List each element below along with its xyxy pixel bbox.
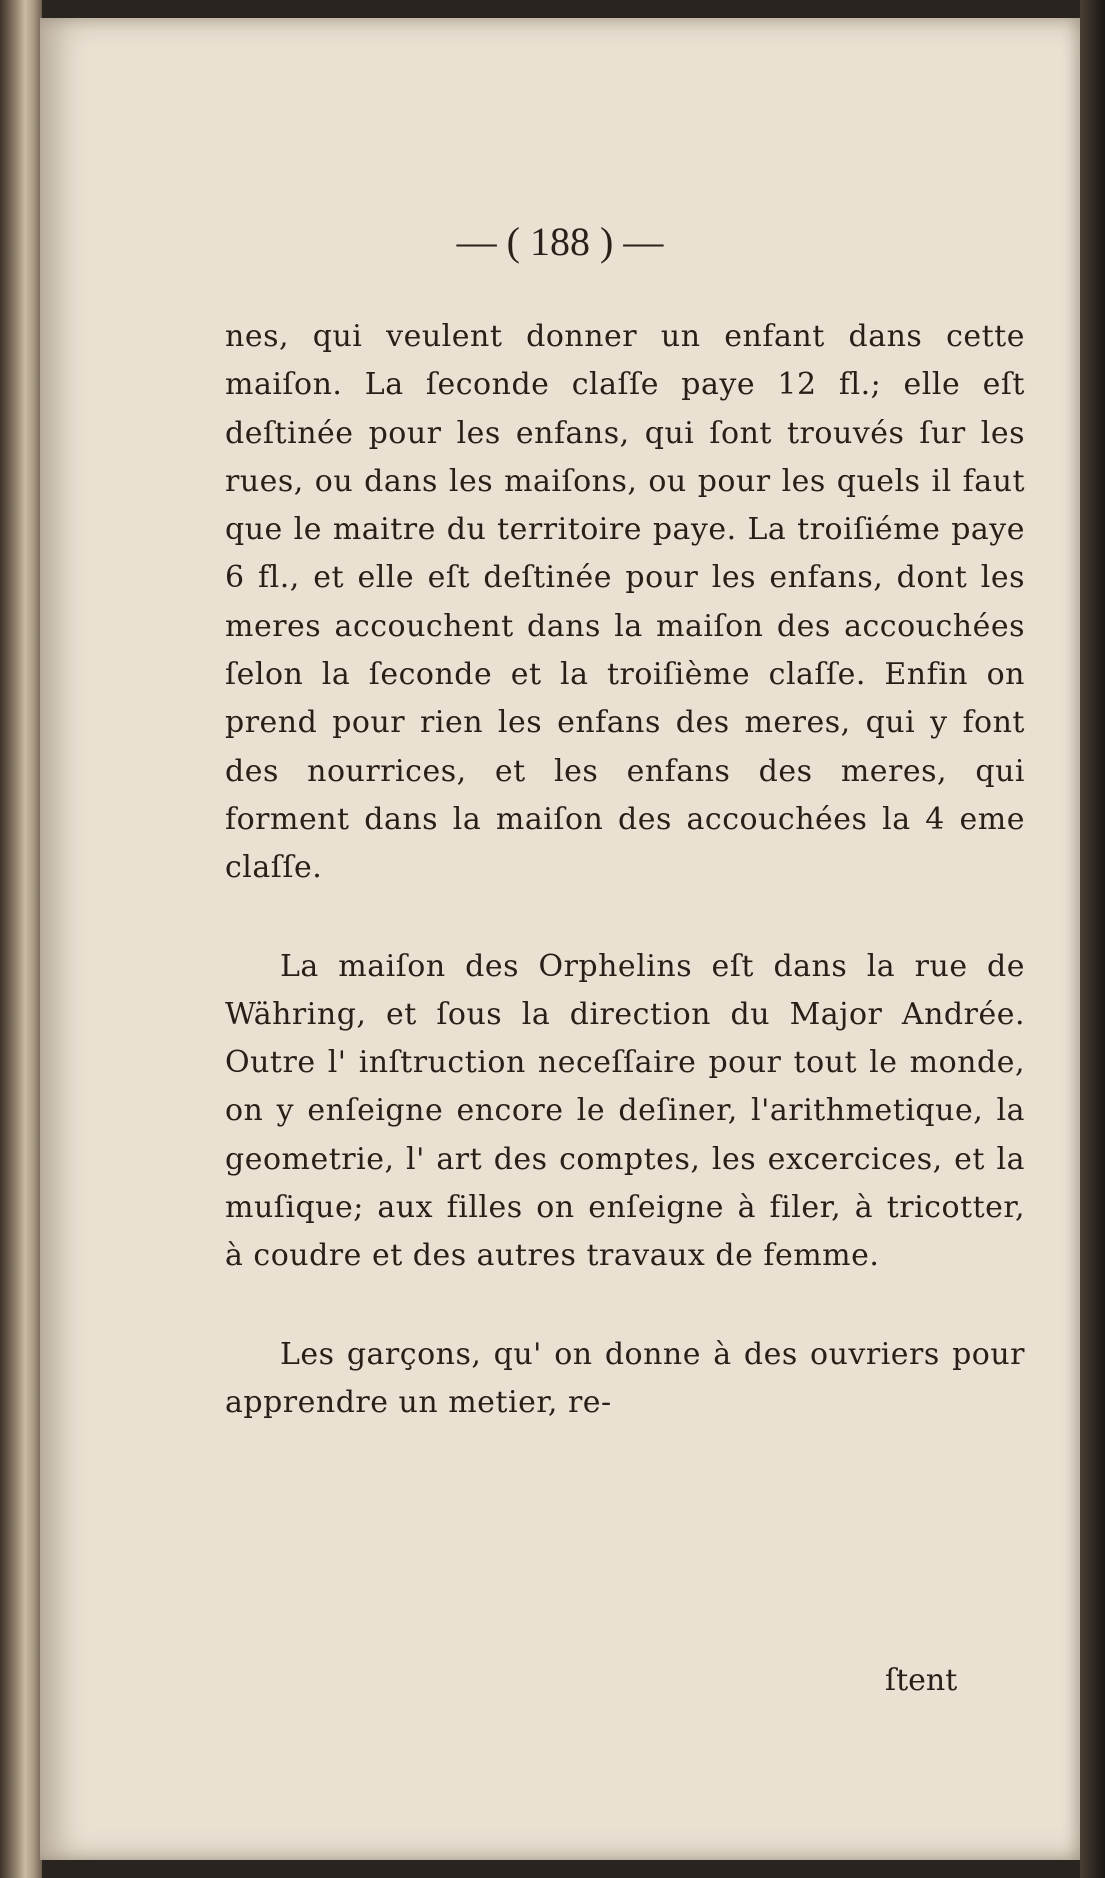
page-body bbox=[225, 313, 1025, 1427]
paragraph-3: Les garçons, qu' on donne à des ouvriers pour apprendre un metier, re- bbox=[225, 1336, 1025, 1420]
paragraph-1: nes, qui veulent donner un enfant dans cette maiſon. La ſeconde claſſe paye 12 fl.; elle eſt deſtinée pour les enfans, qui ſont trouvés ſur les rues, ou dans les maiſons, ou pour les quels il faut que le maitre du territoire paye. La troiſiéme paye 6 fl., et elle eſt deſtinée pour les enfans, dont les meres accouchent dans la maiſon des accouchées ſelon la ſeconde et la troiſième claſſe. Enfin on prend pour rien les enfans des meres, qui y font des nourrices, et les enfans des meres, qui forment dans la maiſon des accouchées la 4 eme claſſe. bbox=[225, 319, 1025, 886]
book-spine-edge bbox=[0, 0, 42, 1878]
catchword: ſtent bbox=[885, 1663, 958, 1698]
paragraph-2: La maiſon des Orphelins eſt dans la rue de Währing, et ſous la direction du Major Andrée. Outre l' inſtruction neceſſaire pour tout le monde, on y enſeigne encore le deſiner, l'arithmetique, la geometrie, l' art des comptes, les excercices, et la muſique; aux filles on enſeigne à filer, à tricotter, à coudre et des autres travaux de femme. bbox=[225, 948, 1025, 1274]
book-right-edge bbox=[1080, 0, 1105, 1878]
page-header: — ( 188 ) — bbox=[456, 219, 664, 264]
book-page bbox=[40, 18, 1080, 1860]
